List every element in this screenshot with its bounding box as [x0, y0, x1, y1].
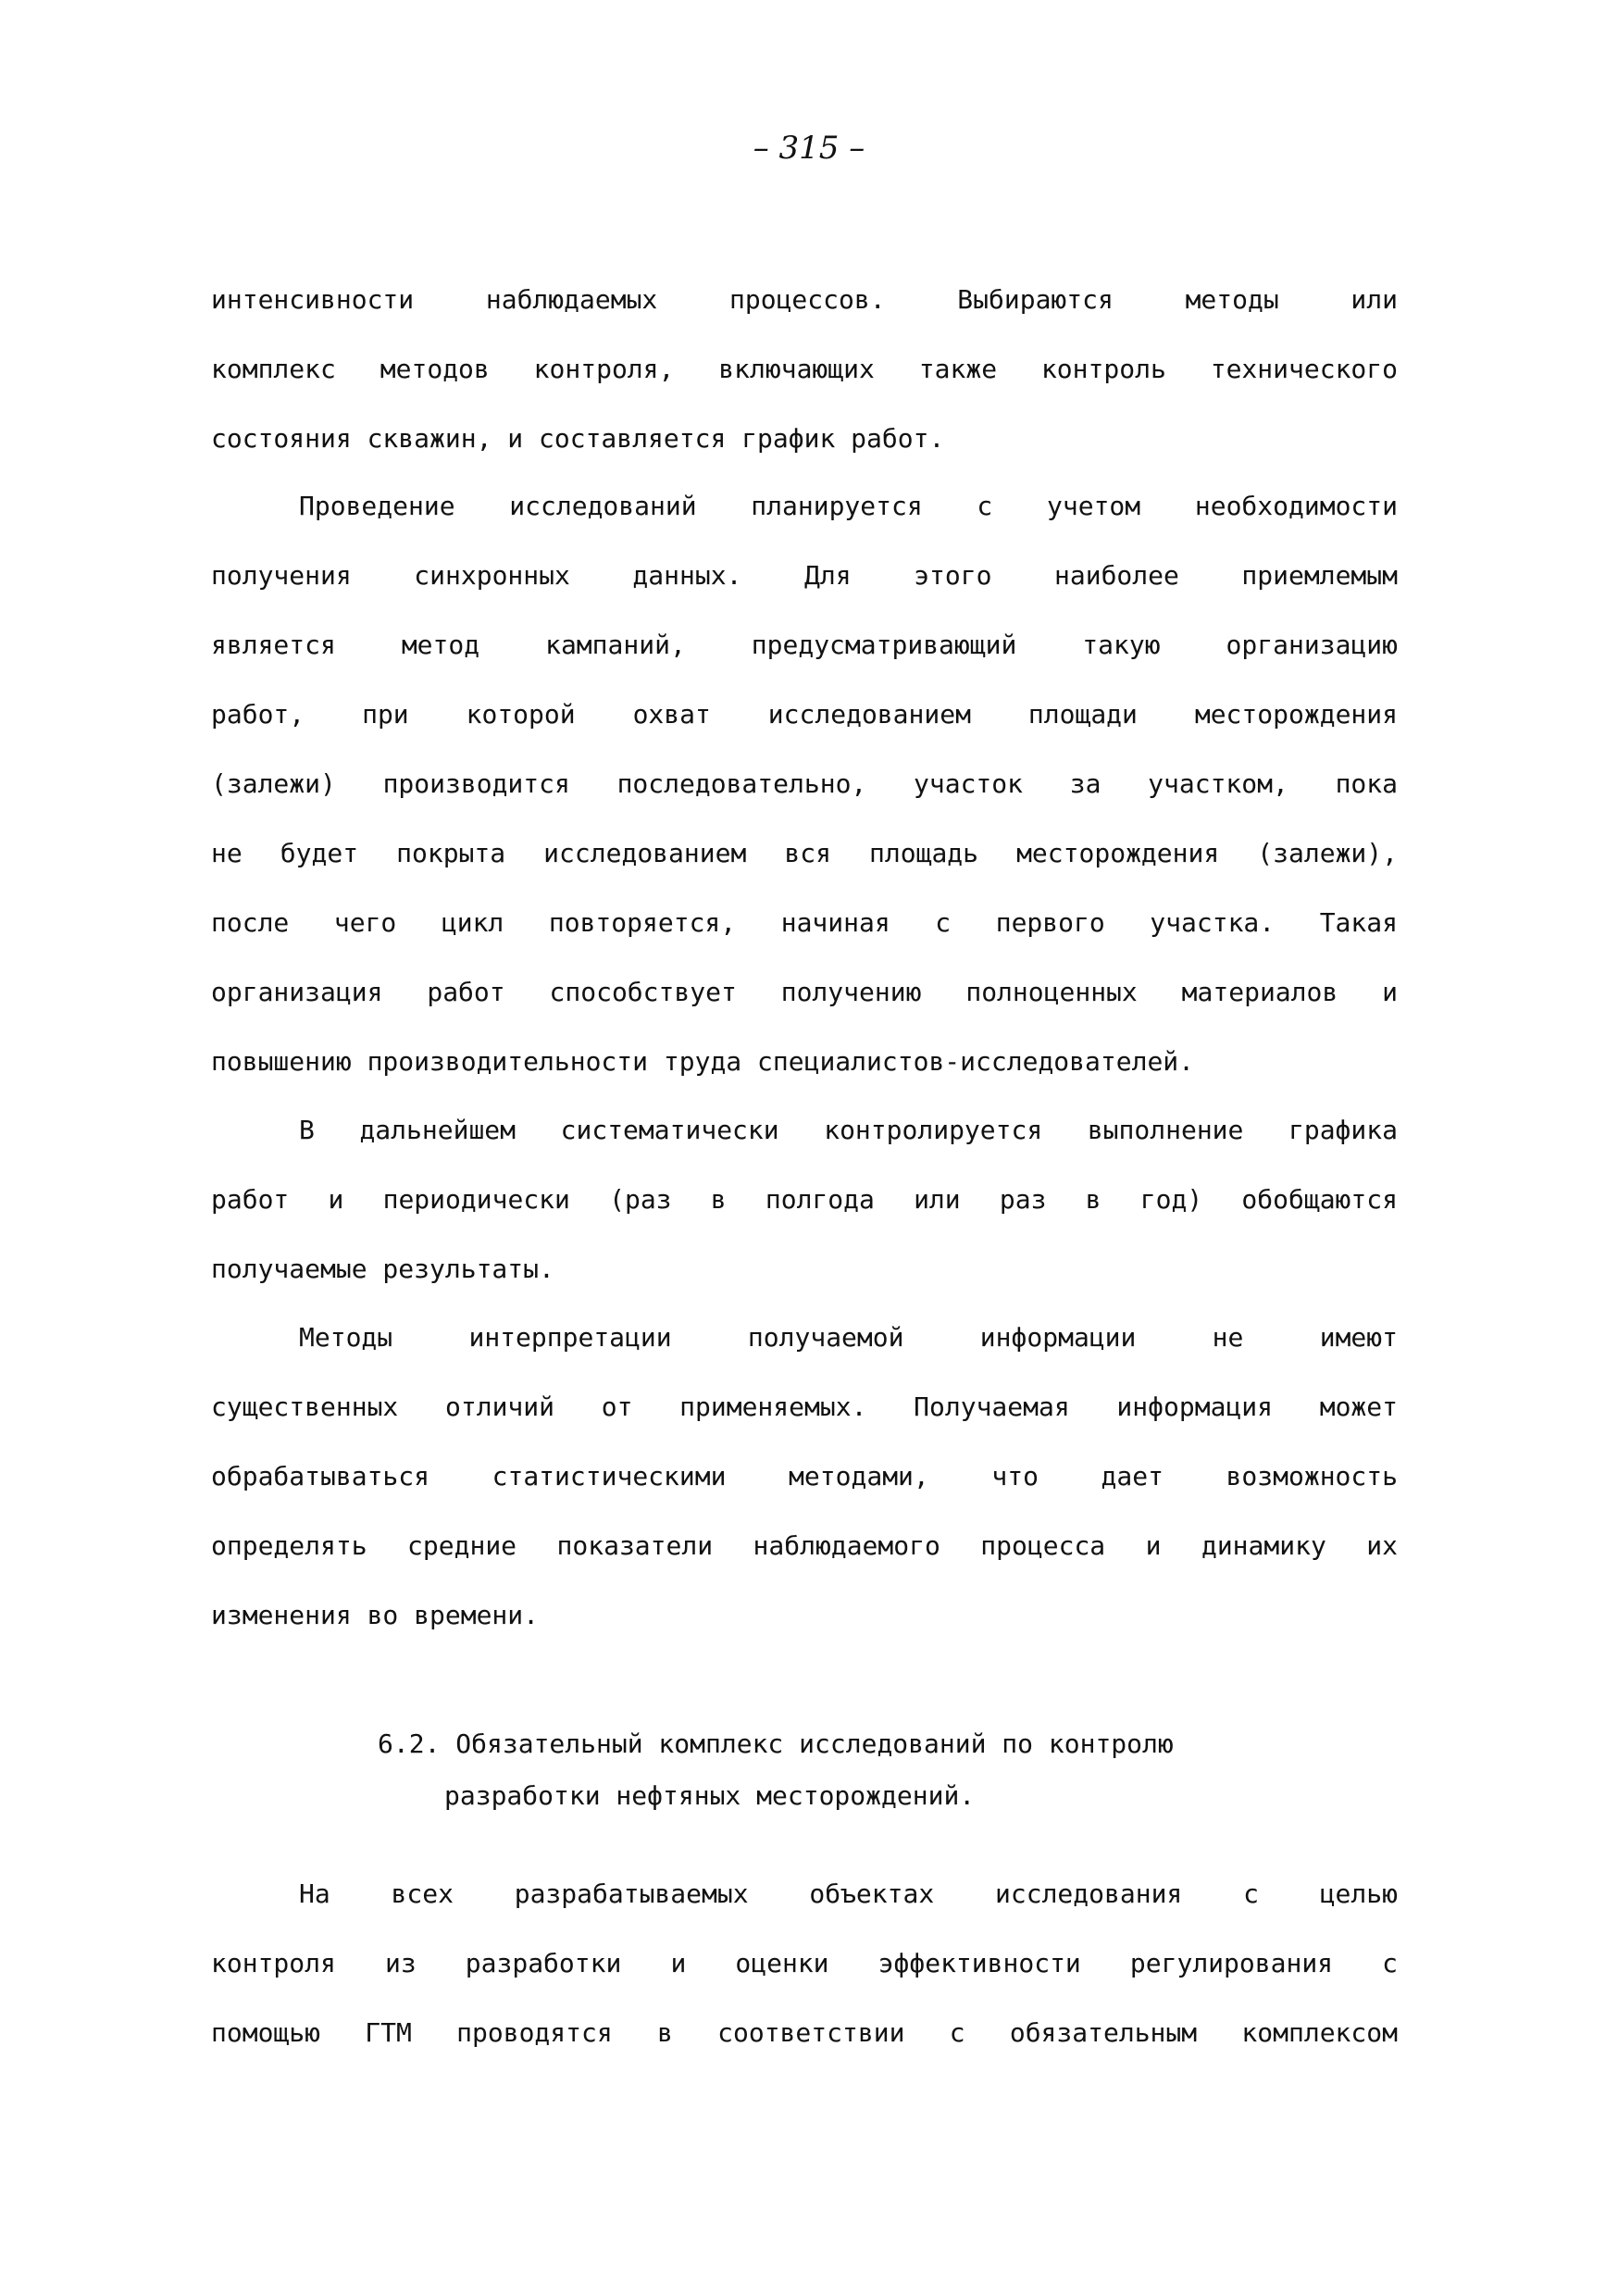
text-line: является метод кампаний, предусматривающий такую организацию: [211, 630, 1398, 660]
text-line: помощью ГТМ проводятся в соответствии с обязательным комплексом: [211, 2017, 1398, 2048]
text-line: (залежи) производится последовательно, участок за участком, пока: [211, 768, 1398, 799]
text-line: Методы интерпретации получаемой информации не имеют: [299, 1322, 1398, 1353]
text-line: комплекс методов контроля, включающих также контроль технического: [211, 354, 1398, 384]
text-line: организация работ способствует получению полноценных материалов и: [211, 977, 1398, 1007]
page-number: – 315 –: [753, 130, 865, 167]
text-line: обрабатываться статистическими методами, что дает возможность: [211, 1461, 1398, 1491]
paragraph-2: [211, 471, 1398, 1096]
section-heading-line: разработки нефтяных месторождений.: [444, 1780, 976, 1811]
section-heading-line: 6.2. Обязательный комплекс исследований по контролю: [378, 1728, 1174, 1759]
text-line: работ и периодически (раз в полгода или раз в год) обобщаются: [211, 1184, 1398, 1215]
text-line: Проведение исследований планируется с учетом необходимости: [299, 491, 1398, 521]
paragraph-4: [211, 1303, 1398, 1650]
text-line: интенсивности наблюдаемых процессов. Выбираются методы или: [211, 284, 1398, 315]
text-line: На всех разрабатываемых объектах исследования с целью: [299, 1878, 1398, 1909]
text-line: получения синхронных данных. Для этого наиболее приемлемым: [211, 560, 1398, 591]
text-line: работ, при которой охват исследованием площади месторождения: [211, 699, 1398, 730]
section-heading: [378, 1718, 1303, 1822]
text-line: получаемые результаты.: [211, 1254, 554, 1284]
paragraph-5: [211, 1859, 1398, 2067]
paragraph-1: [211, 265, 1398, 473]
text-line: после чего цикл повторяется, начиная с первого участка. Такая: [211, 907, 1398, 938]
text-line: контроля из разработки и оценки эффективности регулирования с: [211, 1948, 1398, 1978]
paragraph-3: [211, 1095, 1398, 1304]
text-line: изменения во времени.: [211, 1600, 540, 1630]
text-line: не будет покрыта исследованием вся площадь месторождения (залежи),: [211, 838, 1398, 868]
text-line: В дальнейшем систематически контролируется выполнение графика: [299, 1115, 1398, 1145]
text-line: повышению производительности труда специалистов-исследователей.: [211, 1046, 1195, 1077]
text-line: определять средние показатели наблюдаемого процесса и динамику их: [211, 1530, 1398, 1561]
text-line: существенных отличий от применяемых. Получаемая информация может: [211, 1391, 1398, 1422]
text-line: состояния скважин, и составляется график работ.: [211, 423, 945, 454]
